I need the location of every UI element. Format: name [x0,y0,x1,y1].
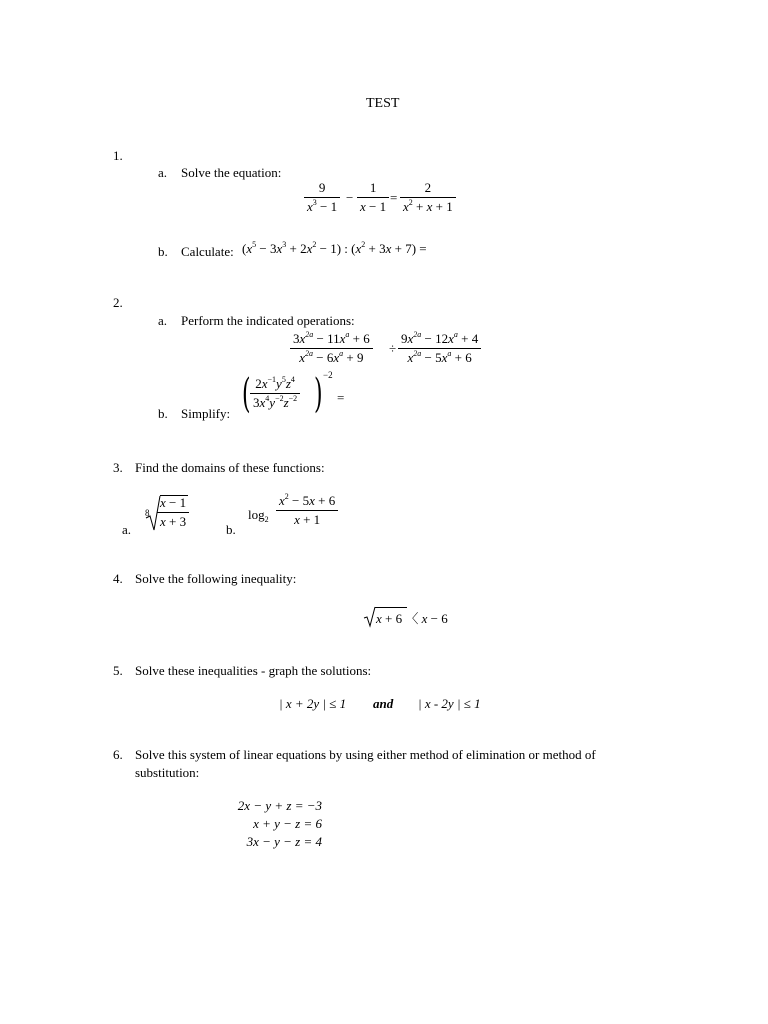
q1b-label: b. [158,244,168,259]
q6-equation-2: x + y − z = 6 [253,816,322,831]
q1a-equals: = [390,190,398,205]
q5-inequality-2: | x - 2y | ≤ 1 [418,696,481,711]
q6-text-line-1: Solve this system of linear equations by using either method of elimination or method of [135,747,596,762]
q4-inequality-sign: 〈 [405,611,419,626]
q3b-fraction: $\frac{x^2 - 5x + 6}{x + 1}$ [276,493,338,528]
q5-text: Solve these inequalities - graph the solutions: [135,663,372,678]
q2b-left-paren: ( [242,371,251,417]
q4-number: 4. [113,571,123,586]
q2a-label: a. [158,313,168,328]
q6-number: 6. [113,747,123,762]
q2b-right-paren: ) [314,371,323,417]
q3a-fraction: $\frac{x - 1}{x + 3}$ [157,495,189,530]
q2b-equals: = [337,390,345,405]
q1-number: 1. [113,148,123,163]
q3-number: 3. [113,460,123,475]
q6-equation-3: 3x − y − z = 4 [246,834,322,849]
q1a-fraction-1: $\frac{9}{x^3 - 1}$ [304,180,340,215]
q3b-log [248,507,269,522]
q1a-text: Solve the equation: [181,165,282,180]
page-title: TEST [366,96,400,111]
q2-number: 2. [113,295,123,310]
q6-text-line-2: substitution: [135,765,200,780]
q3b-log-text: log [248,507,265,522]
q4-radical-bar [375,607,407,608]
q5-inequality-1: | x + 2y | ≤ 1 [279,696,347,711]
q2a-fraction-2: $\frac{9x^{2a} - 12x^a + 4}{x^{2a} - 5x^a + 6}$ [398,331,481,366]
q4-radical-sign [363,606,377,628]
q2b-exponent: −2 [323,370,333,380]
q5-and: and [373,696,394,711]
q5-number: 5. [113,663,123,678]
q4-text: Solve the following inequality: [135,571,297,586]
q2a-divide: ÷ [389,341,397,356]
q2b-text: Simplify: [181,406,231,421]
q6-equation-1: 2x − y + z = −3 [237,798,322,813]
q3b-log-base: 2 [264,515,269,524]
q4-expression: x + 6 〈 x − 6 [376,611,448,626]
q2b-label: b. [158,406,168,421]
q2b-fraction: $\frac{2x^{-1}y^5z^4}{3x^4y^{-2}z^{-2}}$ [250,376,300,411]
q3a-root-index: 8 [145,508,150,518]
q2a-text: Perform the indicated operations: [181,313,355,328]
q1a-label: a. [158,165,168,180]
q3-text: Find the domains of these functions: [135,460,325,475]
q1b-expression: $(x^5 - 3x^3 + 2x^2 - 1)$ : $(x^2 + 3x + 7)$ = [242,240,427,256]
q6-system [222,797,322,851]
q3a-label: a. [122,522,132,537]
q3b-label: b. [226,522,236,537]
q1a-fraction-3: $\frac{2}{x^2 + x + 1}$ [400,180,456,215]
q1a-minus: − [346,190,354,205]
q2a-fraction-1: $\frac{3x^{2a} - 11x^a + 6}{x^{2a} - 6x^a + 9}$ [290,331,373,366]
q1a-fraction-2: $\frac{1}{x - 1}$ [357,180,389,215]
q1b-text: Calculate: [181,244,234,259]
